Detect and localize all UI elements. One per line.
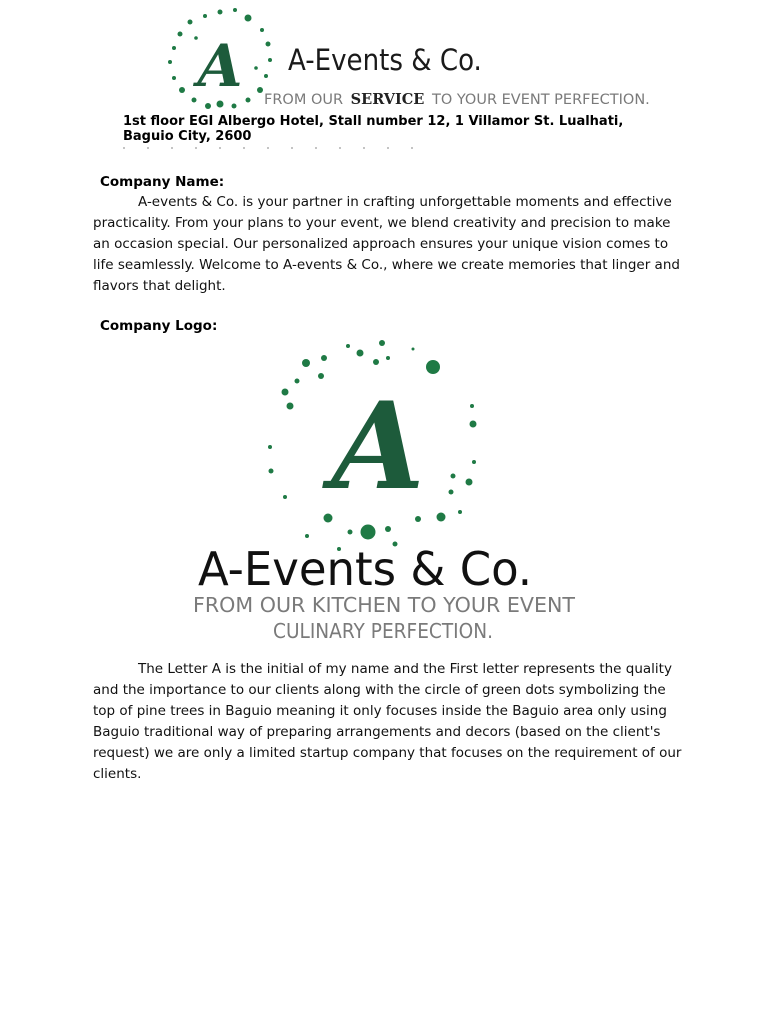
- company-logo-label: Company Logo:: [100, 318, 218, 334]
- logo-description: [93, 659, 683, 785]
- company-description-text: A-events & Co. is your partner in crafting unforgettable moments and effective practicality. From your plans to your event, we blend creativity and precision to make an occasion special. Our personalized approach ensures your unique vision comes to life seamlessly. Welcome to A-events & Co., where we create memories that linger and flavors that delight.: [93, 194, 680, 294]
- header-logo: [160, 6, 650, 114]
- header-tagline-service: SERVICE: [350, 91, 425, 108]
- business-address: 1st floor EGI Albergo Hotel, Stall number 12, 1 Villamor St. Lualhati, Baguio City, 2600: [123, 114, 624, 144]
- header-tagline-part2: to your Event Perfection.: [431, 92, 650, 108]
- main-tagline-line2: Culinary Perfection.: [273, 619, 493, 643]
- main-tagline-line1: From our Kitchen to your Event: [193, 593, 576, 617]
- main-logo-letter: A: [331, 376, 425, 517]
- company-name-label: Company Name:: [100, 174, 225, 190]
- header-brand-name: A-Events & Co.: [288, 43, 482, 77]
- address-divider: [123, 147, 423, 149]
- main-brand-name: A-Events & Co.: [198, 542, 532, 596]
- company-description: [93, 192, 683, 297]
- main-logo: [190, 336, 580, 646]
- header-logo-letter: A: [197, 32, 243, 100]
- logo-description-text: The Letter A is the initial of my name and the First letter represents the quality and the importance to our clients along with the circle of green dots symbolizing the top of pine trees in Baguio meaning it only focuses inside the Baguio area only using Baguio traditional way of preparing arrangements and decors (based on the client's request) we are only a limited startup company that focuses on the requirement of our clients.: [93, 661, 682, 782]
- header-tagline: [264, 91, 650, 108]
- header-tagline-part1: From our: [264, 92, 344, 108]
